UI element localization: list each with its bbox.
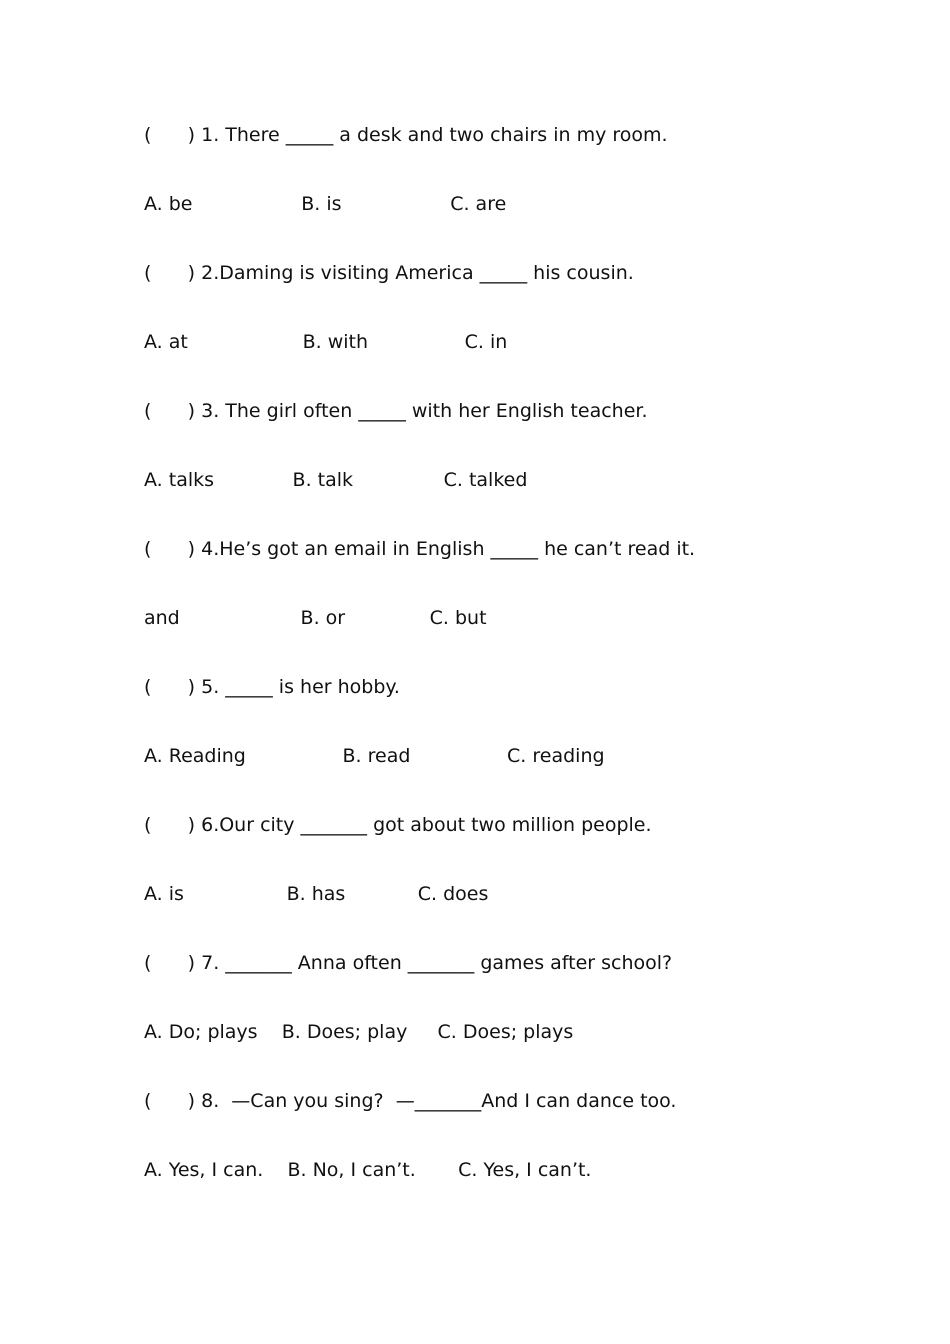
question-7-options: A. Do; plays B. Does; play C. Does; plays — [144, 1021, 574, 1043]
question-8-options: A. Yes, I can. B. No, I can’t. C. Yes, I can’t. — [144, 1159, 592, 1181]
question-5-options: A. Reading B. read C. reading — [144, 745, 605, 767]
question-6-stem: ( ) 6.Our city _______ got about two million people. — [144, 814, 652, 836]
question-3-stem: ( ) 3. The girl often _____ with her English teacher. — [144, 400, 648, 422]
question-5-stem: ( ) 5. _____ is her hobby. — [144, 676, 400, 698]
question-1-options: A. be B. is C. are — [144, 193, 507, 215]
question-4-stem: ( ) 4.He’s got an email in English _____ he can’t read it. — [144, 538, 696, 560]
question-8-stem: ( ) 8. —Can you sing? —_______And I can dance too. — [144, 1090, 677, 1112]
question-6-options: A. is B. has C. does — [144, 883, 489, 905]
question-7-stem: ( ) 7. _______ Anna often _______ games after school? — [144, 952, 673, 974]
question-2-stem: ( ) 2.Daming is visiting America _____ his cousin. — [144, 262, 634, 284]
question-4-options: and B. or C. but — [144, 607, 487, 629]
question-2-options: A. at B. with C. in — [144, 331, 508, 353]
question-1-stem: ( ) 1. There _____ a desk and two chairs in my room. — [144, 124, 668, 146]
question-3-options: A. talks B. talk C. talked — [144, 469, 528, 491]
